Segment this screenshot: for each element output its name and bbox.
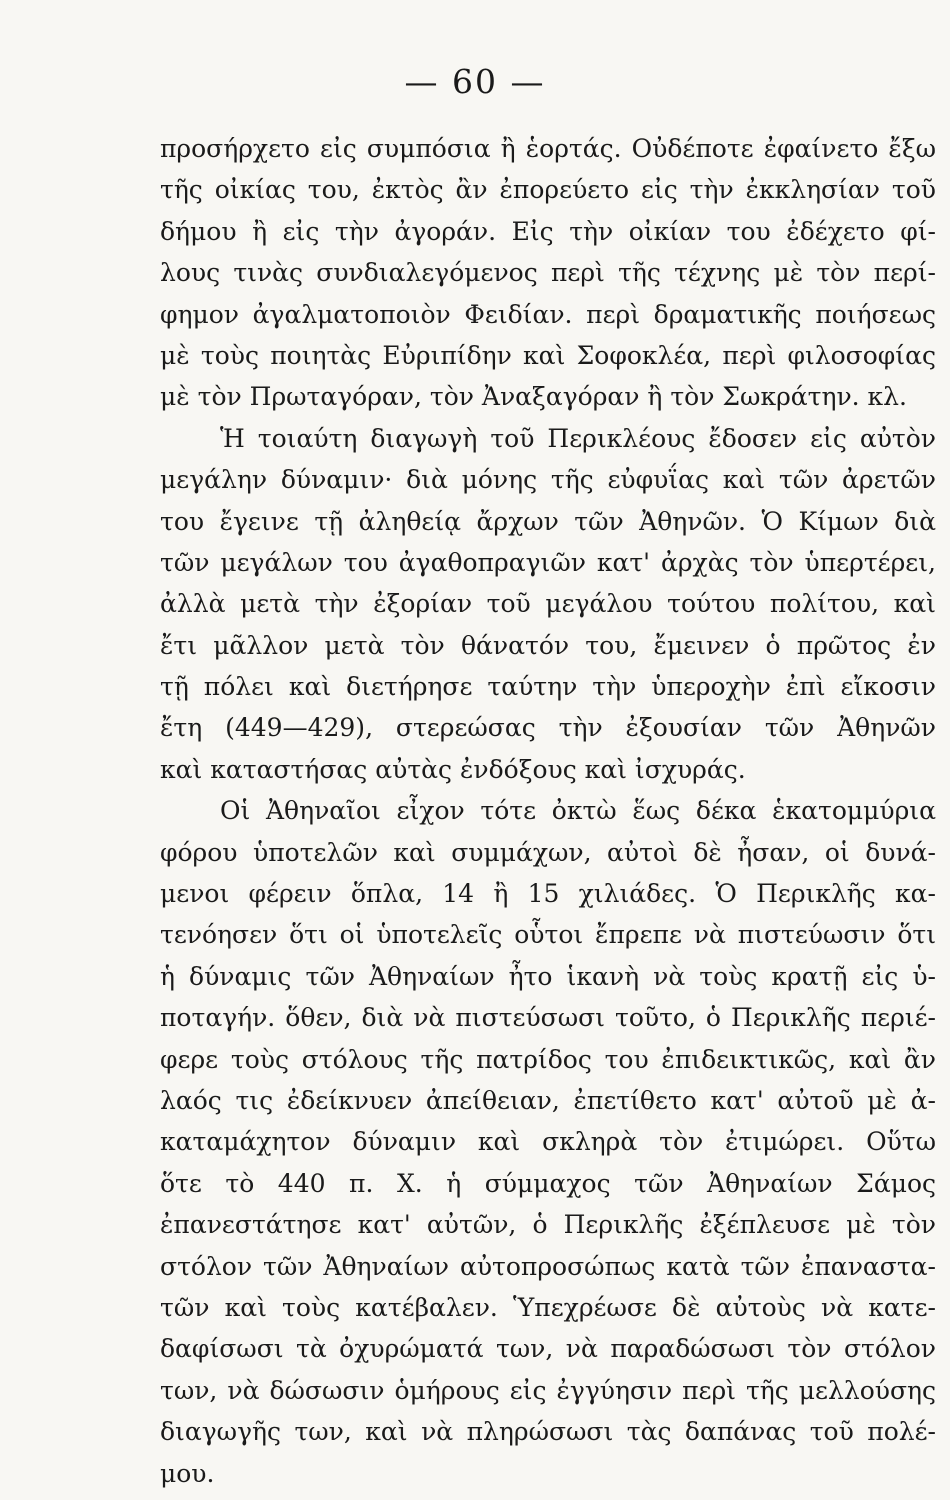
text-line: τενόησεν ὅτι οἱ ὑποτελεῖς οὗτοι ἔπρεπε νὰ πιστεύωσιν ὅτι xyxy=(160,920,936,950)
text-line: ἔτη (449—429), στερεώσας τὴν ἐξουσίαν τῶν Ἀθηνῶν xyxy=(160,713,936,743)
text-line: καὶ καταστήσας αὐτὰς ἐνδόξους καὶ ἰσχυράς. xyxy=(160,754,746,784)
text-line: τῆς οἰκίας του, ἐκτὸς ἂν ἐπορεύετο εἰς τὴν ἐκκλησίαν τοῦ xyxy=(160,175,936,205)
text-line: του ἔγεινε τῇ ἀληθείᾳ ἄρχων τῶν Ἀθηνῶν. Ὁ Κίμων διὰ xyxy=(160,506,936,536)
text-line: ὅτε τὸ 440 π. Χ. ἡ σύμμαχος τῶν Ἀθηναίων Σάμος xyxy=(160,1168,936,1198)
text-line: τῶν μεγάλων του ἀγαθοπραγιῶν κατ' ἀρχὰς τὸν ὑπερτέρει, xyxy=(160,547,936,577)
text-line: λαός τις ἐδείκνυεν ἀπείθειαν, ἐπετίθετο κατ' αὐτοῦ μὲ ἀ- xyxy=(160,1085,936,1115)
text-line: καταμάχητον δύναμιν καὶ σκληρὰ τὸν ἐτιμώρει. Οὕτω xyxy=(160,1127,936,1157)
text-line: προσήρχετο εἰς συμπόσια ἢ ἑορτάς. Οὐδέποτε ἐφαίνετο ἔξω xyxy=(160,134,936,163)
text-line: των, νὰ δώσωσιν ὁμήρους εἰς ἐγγύησιν περὶ τῆς μελλούσης xyxy=(160,1375,936,1405)
text-line: μου. xyxy=(160,1458,215,1488)
text-line: ἔτι μᾶλλον μετὰ τὸν θάνατόν του, ἔμεινεν ὁ πρῶτος ἐν xyxy=(160,630,936,660)
text-line: μὲ τὸν Πρωταγόραν, τὸν Ἀναξαγόραν ἢ τὸν Σωκράτην. κλ. xyxy=(160,382,907,412)
text-line: φημον ἀγαλματοποιὸν Φειδίαν. περὶ δραματικῆς ποιήσεως xyxy=(160,299,936,329)
text-line: μενοι φέρειν ὅπλα, 14 ἢ 15 χιλιάδες. Ὁ Περικλῆς κα- xyxy=(160,879,936,909)
text-line: μὲ τοὺς ποιητὰς Εὐριπίδην καὶ Σοφοκλέα, περὶ φιλοσοφίας xyxy=(160,340,936,370)
text-line: τῶν καὶ τοὺς κατέβαλεν. Ὑπεχρέωσε δὲ αὐτοὺς νὰ κατε- xyxy=(160,1292,936,1322)
page-number: — 60 — xyxy=(404,62,546,101)
text-line: λους τινὰς συνδιαλεγόμενος περὶ τῆς τέχνης μὲ τὸν περί- xyxy=(160,258,936,288)
text-line: διαγωγῆς των, καὶ νὰ πληρώσωσι τὰς δαπάνας τοῦ πολέ- xyxy=(160,1417,936,1447)
text-line: δήμου ἢ εἰς τὴν ἀγοράν. Εἰς τὴν οἰκίαν του ἐδέχετο φί- xyxy=(160,216,936,246)
text-line: μεγάλην δύναμιν· διὰ μόνης τῆς εὐφυΐας καὶ τῶν ἀρετῶν xyxy=(160,465,936,495)
text-line: φόρου ὑποτελῶν καὶ συμμάχων, αὐτοὶ δὲ ἦσαν, οἱ δυνά- xyxy=(160,837,936,867)
text-line: ἐπανεστάτησε κατ' αὐτῶν, ὁ Περικλῆς ἐξέπλευσε μὲ τὸν xyxy=(160,1210,936,1240)
text-line: ἀλλὰ μετὰ τὴν ἐξορίαν τοῦ μεγάλου τούτου πολίτου, καὶ xyxy=(160,589,936,619)
text-line: τῇ πόλει καὶ διετήρησε ταύτην τὴν ὑπεροχὴν ἐπὶ εἴκοσιν xyxy=(160,672,936,702)
paragraph-start-line: Ἡ τοιαύτη διαγωγὴ τοῦ Περικλέους ἔδοσεν εἰς αὐτὸν xyxy=(220,423,936,453)
text-line: δαφίσωσι τὰ ὀχυρώματά των, νὰ παραδώσωσι τὸν στόλον xyxy=(160,1334,936,1364)
text-line: ἡ δύναμις τῶν Ἀθηναίων ἦτο ἱκανὴ νὰ τοὺς κρατῇ εἰς ὑ- xyxy=(160,961,936,991)
body-text xyxy=(160,128,936,1494)
paragraph-start-line: Οἱ Ἀθηναῖοι εἶχον τότε ὀκτὼ ἕως δέκα ἑκατομμύρια xyxy=(220,796,936,826)
text-line: φερε τοὺς στόλους τῆς πατρίδος του ἐπιδεικτικῶς, καὶ ἂν xyxy=(160,1044,936,1074)
text-line: ποταγήν. ὅθεν, διὰ νὰ πιστεύσωσι τοῦτο, ὁ Περικλῆς περιέ- xyxy=(160,1003,936,1033)
text-line: στόλον τῶν Ἀθηναίων αὐτοπροσώπως κατὰ τῶν ἐπαναστα- xyxy=(160,1251,936,1281)
